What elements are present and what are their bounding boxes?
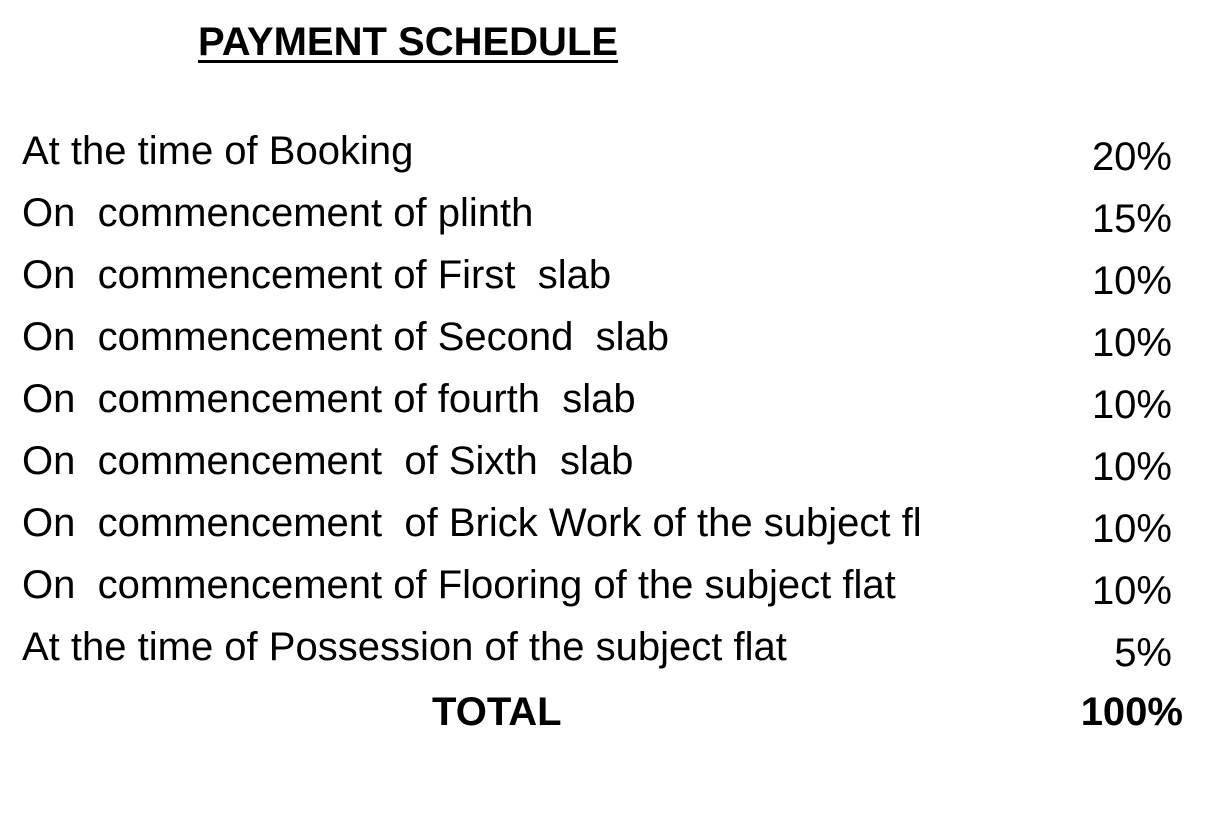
schedule-row-label: At the time of Booking	[22, 129, 414, 173]
schedule-row-percent: 10%	[1091, 321, 1172, 365]
schedule-row-sixth-slab	[22, 436, 1182, 498]
schedule-row-label: On commencement of Sixth slab	[22, 439, 634, 483]
schedule-row-label: On commencement of First slab	[22, 253, 612, 297]
schedule-row-percent: 5%	[1114, 631, 1172, 675]
schedule-row-label: On commencement of Brick Work of the subject fl	[22, 501, 922, 545]
schedule-row-label: On commencement of Flooring of the subject flat	[22, 563, 896, 607]
schedule-row-booking	[22, 126, 1182, 188]
schedule-row-percent: 10%	[1091, 383, 1172, 427]
schedule-row-label: On commencement of Second slab	[22, 315, 669, 359]
schedule-row-percent: 10%	[1091, 445, 1172, 489]
schedule-row-plinth	[22, 188, 1182, 250]
schedule-row-flooring	[22, 560, 1182, 622]
schedule-row-percent: 10%	[1091, 569, 1172, 613]
schedule-row-brick-work	[22, 498, 1182, 560]
schedule-row-percent: 10%	[1091, 259, 1172, 303]
page-title: PAYMENT SCHEDULE	[198, 20, 619, 64]
total-value: 100%	[1080, 690, 1183, 734]
schedule-row-label: On commencement of plinth	[22, 191, 534, 235]
schedule-row-first-slab	[22, 250, 1182, 312]
schedule-row-fourth-slab	[22, 374, 1182, 436]
schedule-row-percent: 10%	[1091, 507, 1172, 551]
payment-schedule-list	[22, 126, 1182, 684]
total-row	[0, 686, 1211, 738]
schedule-row-second-slab	[22, 312, 1182, 374]
schedule-row-possession	[22, 622, 1182, 684]
total-label: TOTAL	[432, 690, 562, 734]
schedule-row-percent: 20%	[1091, 135, 1172, 179]
schedule-row-label: At the time of Possession of the subject flat	[22, 625, 787, 669]
schedule-row-percent: 15%	[1091, 197, 1172, 241]
schedule-row-label: On commencement of fourth slab	[22, 377, 636, 421]
